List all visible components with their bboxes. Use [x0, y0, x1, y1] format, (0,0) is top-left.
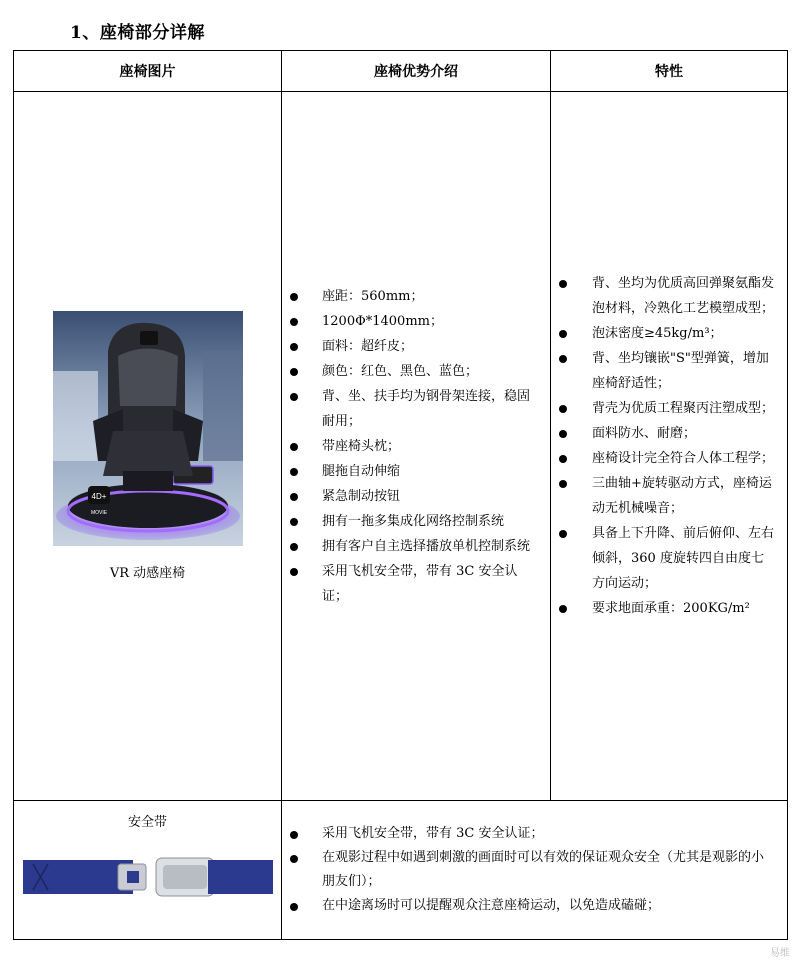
list-item: 座距：560mm； — [290, 284, 550, 309]
list-item: 拥有一拖多集成化网络控制系统 — [290, 509, 550, 534]
chair-base-logo: 4D+ — [91, 492, 106, 501]
bullet-icon — [290, 903, 298, 911]
seat-belt-photo — [23, 852, 273, 902]
vr-chair-photo — [53, 311, 243, 546]
bullet-icon — [290, 543, 298, 551]
belt-image-cell — [14, 801, 282, 940]
belt-row — [14, 801, 788, 940]
list-item: 背壳为优质工程聚丙注塑成型； — [559, 396, 787, 421]
bullet-icon — [290, 468, 298, 476]
bullet-icon — [290, 855, 298, 863]
list-item: 带座椅头枕； — [290, 434, 550, 459]
list-item: 面料：超纤皮； — [290, 334, 550, 359]
bullet-icon — [290, 568, 298, 576]
bullet-icon — [559, 430, 567, 438]
bullet-icon — [290, 831, 298, 839]
chair-advantages-list — [282, 284, 550, 609]
bullet-icon — [559, 280, 567, 288]
bullet-icon — [290, 443, 298, 451]
bullet-icon — [290, 518, 298, 526]
list-item: 紧急制动按钮 — [290, 484, 550, 509]
list-item: 在观影过程中如遇到刺激的画面时可以有效的保证观众安全（尤其是观影的小朋友们）； — [290, 846, 787, 894]
list-item: 在中途离场时可以提醒观众注意座椅运动，以免造成磕碰； — [290, 894, 787, 918]
list-item: 背、坐、扶手均为钢骨架连接，稳固耐用； — [290, 384, 550, 434]
chair-row — [14, 92, 788, 801]
chair-features-cell — [551, 92, 788, 801]
chair-advantages-cell — [282, 92, 551, 801]
bullet-icon — [290, 493, 298, 501]
seat-spec-table — [13, 50, 788, 940]
bullet-icon — [290, 393, 298, 401]
section-title: 1、座椅部分详解 — [70, 23, 205, 43]
list-item: 泡沫密度≥45kg/m³； — [559, 321, 787, 346]
bullet-icon — [559, 605, 567, 613]
header-seat-advantages: 座椅优势介绍 — [282, 51, 551, 92]
belt-caption: 安全带 — [127, 815, 167, 830]
list-item: 三曲轴+旋转驱动方式，座椅运动无机械噪音； — [559, 471, 787, 521]
header-features: 特性 — [551, 51, 788, 92]
list-item: 颜色：红色、黑色、蓝色； — [290, 359, 550, 384]
bullet-icon — [559, 530, 567, 538]
chair-caption: VR 动感座椅 — [109, 566, 186, 581]
chair-image-cell — [14, 92, 282, 801]
list-item: 背、坐均为优质高回弹聚氨酯发泡材料，冷熟化工艺模塑成型； — [559, 271, 787, 321]
bullet-icon — [290, 368, 298, 376]
list-item: 面料防水、耐磨； — [559, 421, 787, 446]
bullet-icon — [290, 293, 298, 301]
bullet-icon — [559, 330, 567, 338]
belt-advantages-cell — [282, 801, 788, 940]
list-item: 腿拖自动伸缩 — [290, 459, 550, 484]
watermark: 易维 — [770, 948, 790, 959]
list-item: 座椅设计完全符合人体工程学； — [559, 446, 787, 471]
bullet-icon — [290, 318, 298, 326]
list-item: 要求地面承重：200KG/m² — [559, 596, 787, 621]
bullet-icon — [559, 455, 567, 463]
bullet-icon — [559, 405, 567, 413]
bullet-icon — [559, 355, 567, 363]
belt-advantages-list — [282, 822, 787, 918]
list-item: 背、坐均镶嵌"S"型弹簧，增加座椅舒适性； — [559, 346, 787, 396]
bullet-icon — [290, 343, 298, 351]
chair-base-logo-sub: MOVIE — [90, 510, 107, 516]
list-item: 具备上下升降、前后俯仰、左右倾斜，360 度旋转四自由度七方向运动； — [559, 521, 787, 596]
bullet-icon — [559, 480, 567, 488]
chair-features-list — [551, 271, 787, 621]
list-item: 采用飞机安全带，带有 3C 安全认证； — [290, 559, 550, 609]
list-item: 拥有客户自主选择播放单机控制系统 — [290, 534, 550, 559]
list-item: 采用飞机安全带，带有 3C 安全认证； — [290, 822, 787, 846]
header-row — [14, 51, 788, 92]
list-item: 1200Φ*1400mm； — [290, 309, 550, 334]
header-seat-image: 座椅图片 — [14, 51, 282, 92]
